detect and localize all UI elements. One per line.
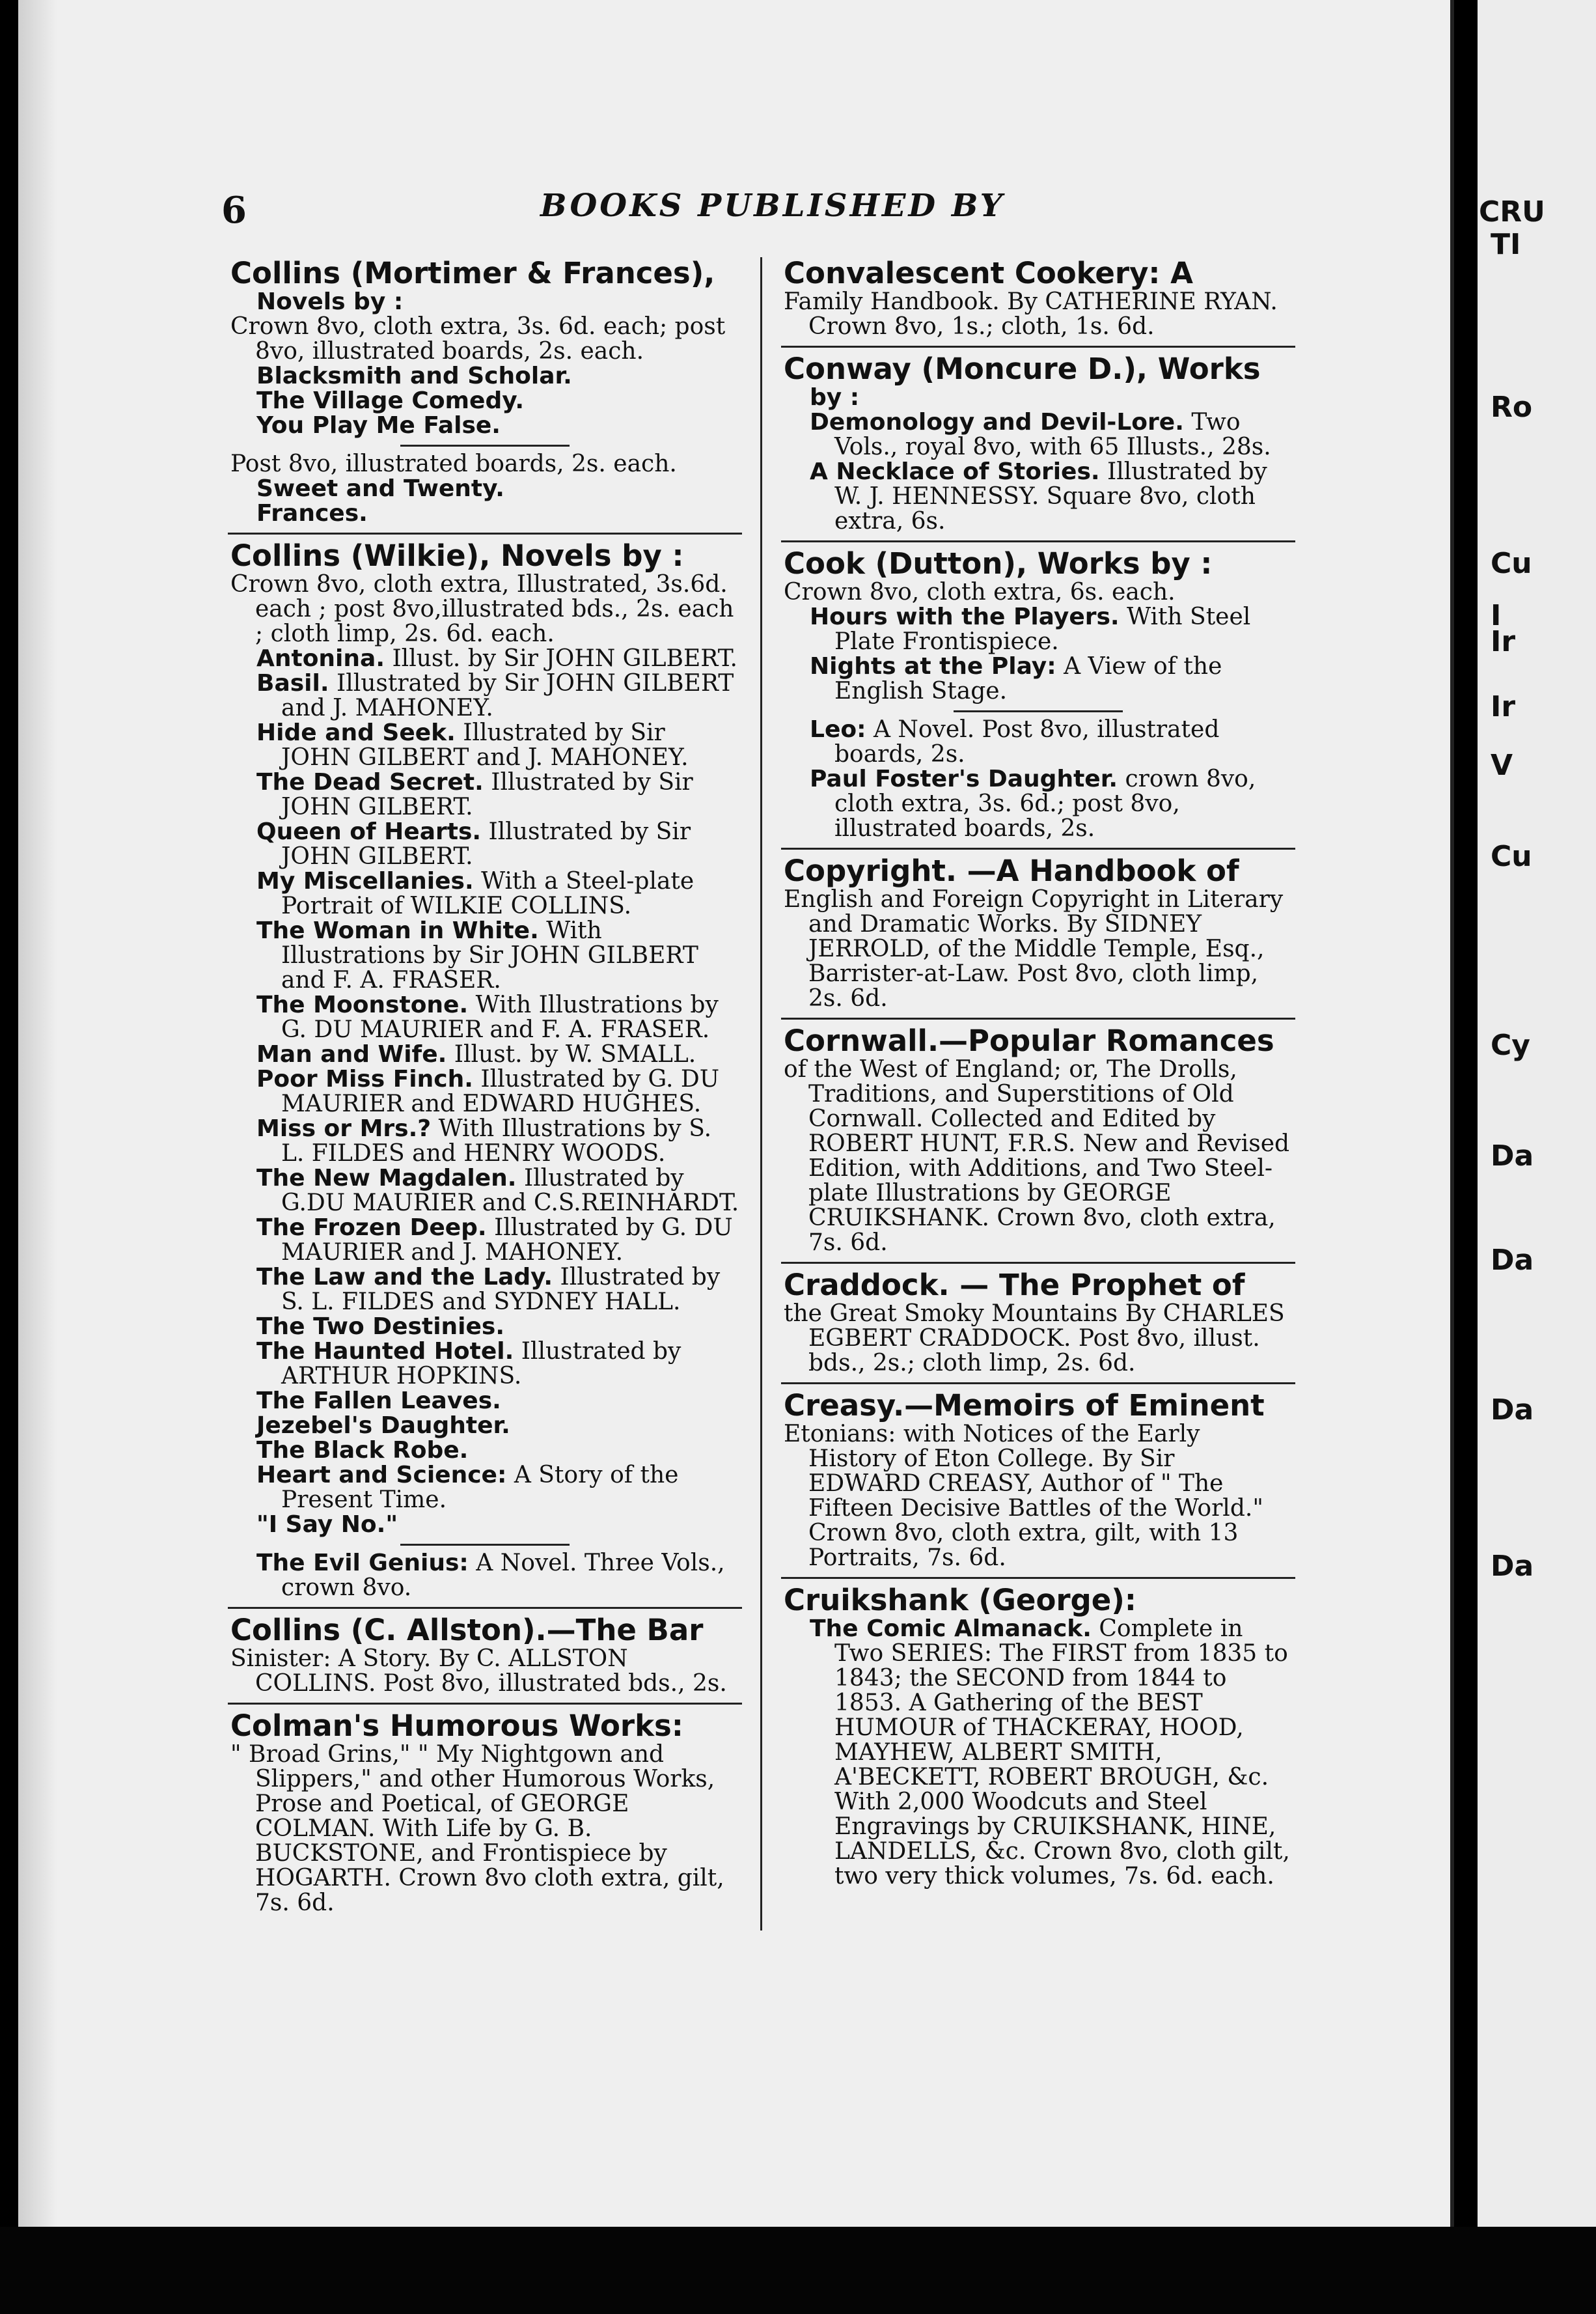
item-title: Poor Miss Finch. bbox=[256, 1066, 473, 1093]
item-title: The Woman in White. bbox=[256, 917, 539, 944]
list-item bbox=[256, 389, 739, 413]
item-description: A Novel. Three Vols., crown 8vo. bbox=[281, 1550, 725, 1601]
entry-heading: Cook (Dutton), Works by : bbox=[784, 546, 1213, 581]
entry-craddock bbox=[781, 1269, 1295, 1384]
item-description: Illustrated by S. L. FILDES and SYDNEY HALL. bbox=[281, 1264, 721, 1315]
entry-copyright bbox=[781, 855, 1295, 1020]
short-rule bbox=[400, 1544, 570, 1546]
list-item bbox=[256, 1117, 739, 1166]
list-item bbox=[256, 770, 739, 820]
entry-heading: Creasy.—Memoirs of Eminent bbox=[784, 1388, 1265, 1423]
page-gutter-shadow bbox=[18, 0, 57, 2227]
list-item bbox=[256, 1551, 739, 1600]
entry-subheading: Novels by : bbox=[256, 288, 404, 315]
entry-heading: Colman's Humorous Works: bbox=[230, 1708, 683, 1743]
list-item bbox=[256, 1389, 739, 1414]
adjacent-page-fragment: Ir bbox=[1491, 625, 1516, 658]
scan-bottom-border bbox=[0, 2227, 1596, 2314]
item-description: A Novel. Post 8vo, illustrated boards, 2s. bbox=[834, 716, 1220, 768]
item-title: The Village Comedy. bbox=[256, 387, 525, 414]
item-description: Illustrated by Sir JOHN GILBERT. bbox=[281, 769, 693, 820]
entry-heading: Craddock. — The Prophet of bbox=[784, 1268, 1245, 1302]
item-title: Sweet and Twenty. bbox=[256, 475, 504, 502]
list-item bbox=[256, 1339, 739, 1389]
list-item bbox=[256, 993, 739, 1042]
item-description: crown 8vo, cloth extra, 3s. 6d.; post 8vo, illustrated boards, 2s. bbox=[834, 766, 1256, 842]
list-item bbox=[256, 413, 739, 438]
entry-collins-mortimer bbox=[228, 257, 742, 535]
item-description: A View of the English Stage. bbox=[834, 653, 1222, 704]
adjacent-page-fragment: Da bbox=[1491, 1244, 1534, 1277]
item-description: Illustrated by Sir JOHN GILBERT and J. MAHONEY. bbox=[281, 719, 689, 771]
item-description: With Illustrations by S. L. FILDES and HENRY WOODS. bbox=[281, 1115, 712, 1167]
list-item bbox=[256, 1414, 739, 1438]
list-item bbox=[810, 718, 1293, 767]
item-title: Queen of Hearts. bbox=[256, 818, 482, 845]
item-description: Complete in Two SERIES: The FIRST from 1835 to 1843; the SECOND from 1844 to 1853. A Gathering of the BEST HUMOUR of THACKERAY, HOOD, MAYHEW, ALBERT SMITH, A'BECKETT, ROBERT BROUGH, &c. With 2,000 Woodcuts and Steel Engravings by CRUIKSHANK, HINE, LANDELLS, &c. Crown 8vo, cloth gilt, two very thick volumes, 7s. 6d. each. bbox=[834, 1615, 1290, 1889]
entry-body: Crown 8vo, cloth extra, 3s. 6d. each; post 8vo, illustrated boards, 2s. each. bbox=[230, 313, 726, 365]
adjacent-page-fragment: Da bbox=[1491, 1139, 1534, 1173]
item-title: Heart and Science: bbox=[256, 1462, 507, 1488]
item-description: With Steel Plate Frontispiece. bbox=[834, 604, 1251, 655]
item-title: You Play Me False. bbox=[256, 412, 501, 439]
list-item bbox=[256, 1042, 739, 1067]
entry-heading: Conway (Moncure D.), Works bbox=[784, 352, 1261, 386]
item-title: The Two Destinies. bbox=[256, 1313, 505, 1340]
item-description: A Story of the Present Time. bbox=[281, 1462, 679, 1513]
item-description: Illustrated by Sir JOHN GILBERT and J. MAHONEY. bbox=[281, 670, 734, 721]
entry-heading: Collins (Mortimer & Frances), bbox=[230, 256, 715, 290]
adjacent-page-fragment: Da bbox=[1491, 1550, 1534, 1583]
entry-body: of the West of England; or, The Drolls, Traditions, and Superstitions of Old Cornwall. Collected and Edited by ROBERT HUNT, F.R.S. New and Revised Edition, with Additions, and Two Steel-plate Illustrations by GEORGE CRUIKSHANK. Crown 8vo, cloth extra, 7s. 6d. bbox=[784, 1056, 1290, 1256]
page-number: 6 bbox=[221, 189, 247, 232]
entry-heading: Copyright. —A Handbook of bbox=[784, 854, 1239, 888]
adjacent-page-fragment: Cu bbox=[1491, 840, 1532, 873]
item-description: Illustrated by ARTHUR HOPKINS. bbox=[281, 1338, 681, 1389]
entry-body: the Great Smoky Mountains By CHARLES EGBERT CRADDOCK. Post 8vo, illust. bds., 2s.; cloth limp, 2s. 6d. bbox=[784, 1300, 1285, 1376]
item-title: Hide and Seek. bbox=[256, 719, 456, 746]
item-description: Illustrated by Sir JOHN GILBERT. bbox=[281, 818, 691, 870]
item-description: With Illustrations by Sir JOHN GILBERT and F. A. FRASER. bbox=[281, 917, 698, 994]
item-title: The Frozen Deep. bbox=[256, 1214, 487, 1241]
entry-creasy bbox=[781, 1389, 1295, 1579]
list-item bbox=[810, 410, 1293, 460]
list-item bbox=[256, 1512, 739, 1537]
entry-heading: Cornwall.—Popular Romances bbox=[784, 1024, 1274, 1058]
entry-body: Etonians: with Notices of the Early History of Eton College. By Sir EDWARD CREASY, Author of " The Fifteen Decisive Battles of the World." Crown 8vo, cloth extra, gilt, with 13 Portraits, 7s. 6d. bbox=[784, 1421, 1263, 1571]
entry-heading: Collins (C. Allston).—The Bar bbox=[230, 1613, 704, 1647]
item-title: The Dead Secret. bbox=[256, 769, 484, 796]
entry-heading: Convalescent Cookery: A bbox=[784, 256, 1193, 290]
entry-body: Family Handbook. By CATHERINE RYAN. Crown 8vo, 1s.; cloth, 1s. 6d. bbox=[784, 288, 1278, 340]
item-title: The Fallen Leaves. bbox=[256, 1387, 501, 1414]
column-divider bbox=[760, 257, 762, 1931]
list-item bbox=[810, 1617, 1293, 1889]
item-title: "I Say No." bbox=[256, 1511, 398, 1538]
entry-cornwall bbox=[781, 1025, 1295, 1264]
item-title: Basil. bbox=[256, 670, 329, 697]
item-title: Antonina. bbox=[256, 645, 385, 672]
entry-collins-allston bbox=[228, 1614, 742, 1705]
entry-heading: Cruikshank (George): bbox=[784, 1583, 1136, 1617]
item-title: Miss or Mrs.? bbox=[256, 1115, 432, 1142]
adjacent-page-fragment: CRU bbox=[1479, 195, 1545, 229]
entry-colman bbox=[228, 1710, 742, 1922]
item-title: The Evil Genius: bbox=[256, 1550, 469, 1576]
list-item bbox=[256, 477, 739, 501]
list-item bbox=[810, 605, 1293, 654]
right-column bbox=[781, 257, 1295, 1901]
list-item bbox=[256, 1438, 739, 1463]
list-item bbox=[256, 1166, 739, 1216]
entry-heading: Collins (Wilkie), Novels by : bbox=[230, 538, 684, 573]
adjacent-page-fragment: I bbox=[1491, 599, 1502, 632]
entry-subheading: by : bbox=[810, 384, 860, 411]
adjacent-page-fragment: Cu bbox=[1491, 547, 1532, 580]
list-item bbox=[256, 919, 739, 993]
short-rule bbox=[400, 445, 570, 447]
list-item bbox=[256, 1315, 739, 1339]
item-description: Illust. by Sir JOHN GILBERT. bbox=[392, 645, 737, 672]
item-description: Illustrated by G. DU MAURIER and J. MAHONEY. bbox=[281, 1214, 733, 1266]
list-item bbox=[810, 460, 1293, 534]
item-description: With Illustrations by G. DU MAURIER and F. A. FRASER. bbox=[281, 992, 719, 1043]
left-column bbox=[228, 257, 742, 1927]
list-item bbox=[256, 1265, 739, 1315]
list-item bbox=[256, 1463, 739, 1512]
item-description: With a Steel-plate Portrait of WILKIE COLLINS. bbox=[281, 868, 695, 919]
short-rule bbox=[954, 710, 1123, 712]
entry-collins-wilkie bbox=[228, 540, 742, 1609]
item-description: Illustrated by W. J. HENNESSY. Square 8vo, cloth extra, 6s. bbox=[834, 458, 1267, 535]
item-title: Nights at the Play: bbox=[810, 653, 1056, 680]
list-item bbox=[256, 820, 739, 869]
adjacent-page-fragment: TI bbox=[1491, 228, 1521, 261]
entry-body: Crown 8vo, cloth extra, Illustrated, 3s.6d. each ; post 8vo,illustrated bds., 2s. each ; cloth limp, 2s. 6d. each. bbox=[230, 571, 734, 647]
adjacent-page-fragment: Cy bbox=[1491, 1029, 1530, 1062]
list-item bbox=[256, 647, 739, 671]
item-title: Jezebel's Daughter. bbox=[256, 1412, 510, 1439]
adjacent-page-fragment: Ir bbox=[1491, 690, 1516, 723]
item-title: Paul Foster's Daughter. bbox=[810, 766, 1118, 792]
item-title: The Black Robe. bbox=[256, 1437, 469, 1464]
list-item bbox=[256, 721, 739, 770]
entry-body: " Broad Grins," " My Nightgown and Slippers," and other Humorous Works, Prose and Poetical, of GEORGE COLMAN. With Life by G. B. BUCKSTONE, and Frontispiece by HOGARTH. Crown 8vo cloth extra, gilt, 7s. 6d. bbox=[230, 1741, 724, 1916]
entry-body: Post 8vo, illustrated boards, 2s. each. bbox=[230, 451, 677, 477]
list-item bbox=[256, 364, 739, 389]
item-title: Demonology and Devil-Lore. bbox=[810, 409, 1184, 436]
item-title: Man and Wife. bbox=[256, 1041, 447, 1068]
entry-convalescent-cookery bbox=[781, 257, 1295, 348]
list-item bbox=[256, 671, 739, 721]
item-title: The Law and the Lady. bbox=[256, 1264, 553, 1290]
entry-cook-dutton bbox=[781, 548, 1295, 850]
adjacent-page-fragment: V bbox=[1491, 749, 1513, 782]
item-title: The New Magdalen. bbox=[256, 1165, 517, 1192]
list-item bbox=[810, 654, 1293, 704]
item-title: A Necklace of Stories. bbox=[810, 458, 1100, 485]
item-title: Frances. bbox=[256, 500, 368, 527]
adjacent-page-edge bbox=[1478, 0, 1596, 2227]
list-item bbox=[256, 1216, 739, 1265]
item-title: The Haunted Hotel. bbox=[256, 1338, 514, 1365]
item-description: Illust. by W. SMALL. bbox=[454, 1041, 696, 1068]
item-title: Hours with the Players. bbox=[810, 604, 1120, 630]
item-title: The Comic Almanack. bbox=[810, 1615, 1092, 1642]
list-item bbox=[256, 501, 739, 526]
item-title: My Miscellanies. bbox=[256, 868, 474, 895]
entry-body: English and Foreign Copyright in Literary and Dramatic Works. By SIDNEY JERROLD, of the Middle Temple, Esq., Barrister-at-Law. Post 8vo, cloth limp, 2s. 6d. bbox=[784, 886, 1284, 1012]
item-description: Illustrated by G. DU MAURIER and EDWARD HUGHES. bbox=[281, 1066, 720, 1117]
item-title: Blacksmith and Scholar. bbox=[256, 363, 572, 389]
list-item bbox=[256, 1067, 739, 1117]
adjacent-page-fragment: Da bbox=[1491, 1393, 1534, 1427]
adjacent-page-fragment: Ro bbox=[1491, 391, 1533, 424]
item-title: Leo: bbox=[810, 716, 866, 743]
item-title: The Moonstone. bbox=[256, 992, 469, 1018]
entry-body: Crown 8vo, cloth extra, 6s. each. bbox=[784, 579, 1176, 606]
entry-body: Sinister: A Story. By C. ALLSTON COLLINS. Post 8vo, illustrated bds., 2s. bbox=[230, 1645, 727, 1697]
entry-conway bbox=[781, 353, 1295, 542]
running-head: BOOKS PUBLISHED BY bbox=[540, 188, 1005, 224]
item-description: Two Vols., royal 8vo, with 65 Illusts., 28s. bbox=[834, 409, 1271, 460]
entry-cruikshank bbox=[781, 1584, 1295, 1895]
list-item bbox=[810, 767, 1293, 841]
list-item bbox=[256, 869, 739, 919]
item-description: Illustrated by G.DU MAURIER and C.S.REINHARDT. bbox=[281, 1165, 739, 1216]
